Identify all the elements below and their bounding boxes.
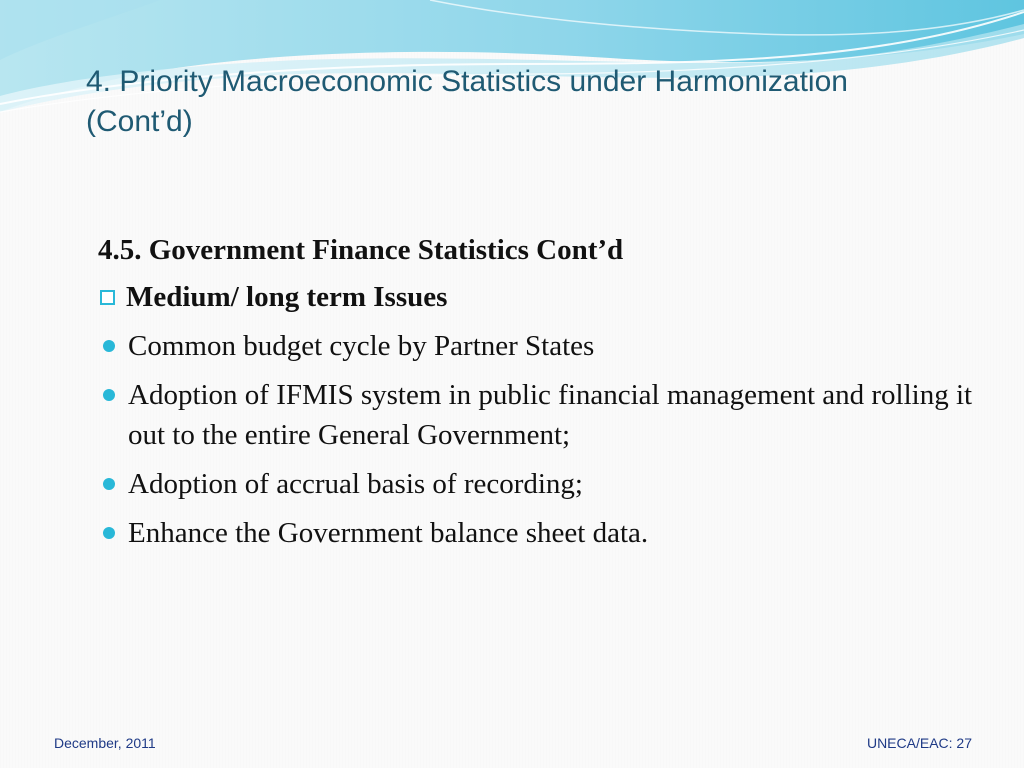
bullet-list — [98, 326, 998, 553]
list-item — [98, 513, 998, 553]
list-item — [98, 326, 998, 366]
list-item-text: Adoption of IFMIS system in public financial management and rolling it out to the entire General Government; — [128, 379, 973, 451]
round-bullet-icon — [103, 527, 115, 539]
footer-date: December, 2011 — [54, 735, 156, 751]
list-item-text: Enhance the Government balance sheet data. — [128, 517, 649, 549]
slide-content — [98, 230, 998, 553]
hollow-square-icon — [100, 290, 115, 305]
list-item-text: Common budget cycle by Partner States — [128, 330, 595, 362]
round-bullet-icon — [103, 340, 115, 352]
issues-heading — [98, 277, 998, 317]
footer-page-number: UNECA/EAC: 27 — [866, 735, 972, 751]
round-bullet-icon — [103, 478, 115, 490]
list-item-text: Adoption of accrual basis of recording; — [128, 468, 583, 500]
list-item — [98, 375, 998, 455]
slide-title — [86, 62, 986, 142]
slide-title-line-1: 4. Priority Macroeconomic Statistics under Harmonization — [86, 65, 848, 98]
list-item — [98, 464, 998, 504]
issues-heading-label: Medium/ long term Issues — [126, 281, 448, 313]
section-subheading: 4.5. Government Finance Statistics Cont’d — [98, 234, 624, 266]
round-bullet-icon — [103, 389, 115, 401]
slide-title-line-2: (Cont’d) — [86, 105, 193, 138]
